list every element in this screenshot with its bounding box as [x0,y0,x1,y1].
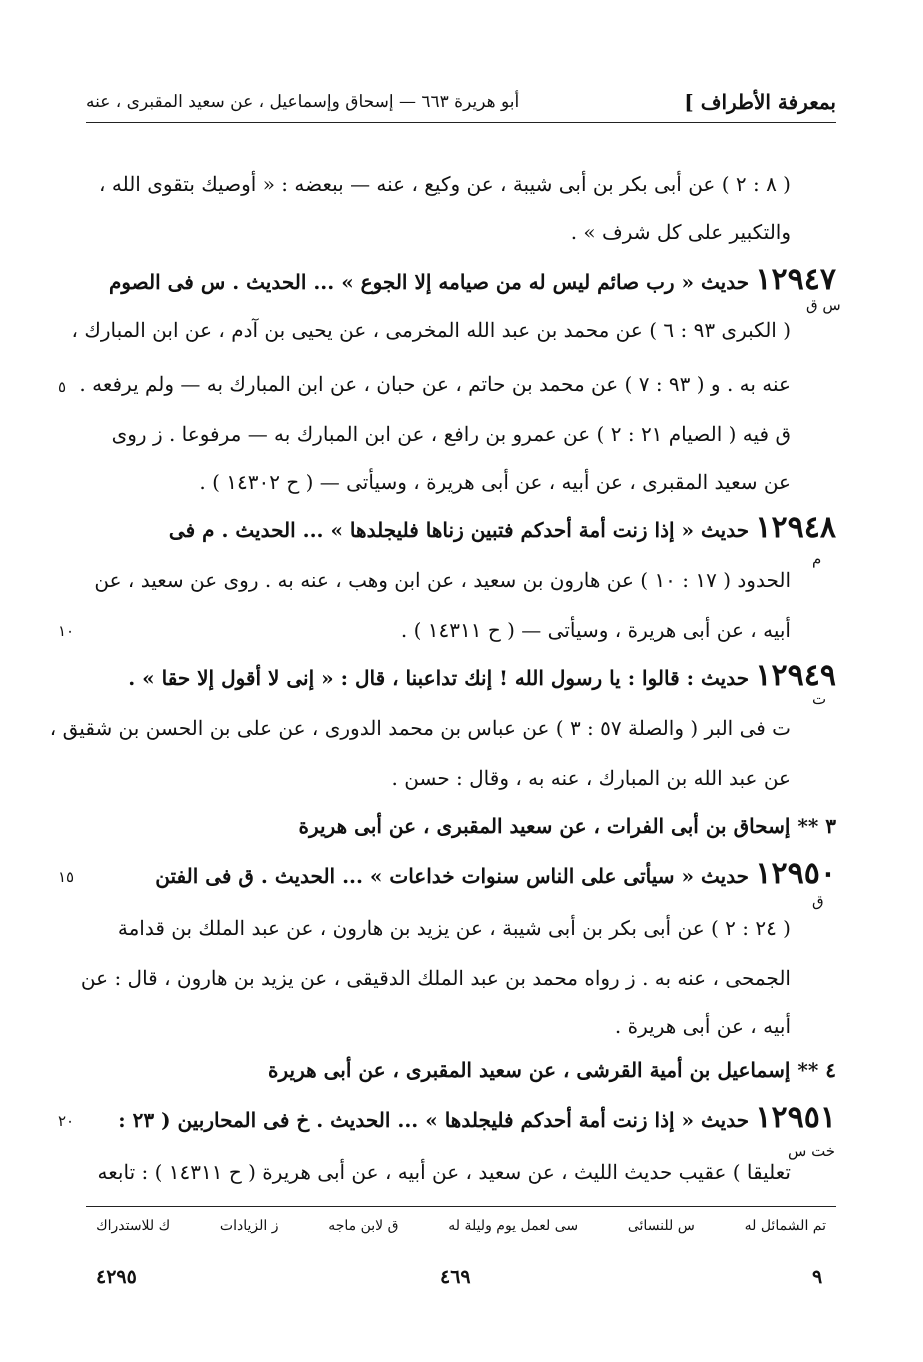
legend-item: س للنسائى [627,1218,695,1234]
hadith-12950 [86,856,836,891]
legend-item: ق لابن ماجه [328,1218,399,1234]
text-line: عن سعيد المقبرى ، عن أبيه ، عن أبى هريرة ، وسيأتى — ( ح ١٤٣٠٢ ) . [199,470,791,494]
text-line: عن عبد الله بن المبارك ، عنه به ، وقال : حسن . [391,766,791,790]
text-line: الحدود ( ١٧ : ١٠ ) عن هارون بن سعيد ، عن ابن وهب ، عنه به . روى عن سعيد ، عن [94,568,791,592]
text-line: ( ٨ : ٢ ) عن أبى بكر بن أبى شيبة ، عن وكيع ، عنه — ببعضه : « أوصيك بتقوى الله ، [99,172,791,196]
section-heading: ٣ ** إسحاق بن أبى الفرات ، عن سعيد المقبرى ، عن أبى هريرة [298,814,836,838]
hadith-number: ١٢٩٤٨ [755,510,836,545]
footer-legend [96,1218,826,1234]
hadith-number: ١٢٩٤٧ [755,262,836,297]
line-number: ٢٠ [58,1112,75,1130]
line-number: ١٠ [58,622,75,640]
text-line: أبيه ، عن أبى هريرة . [614,1014,791,1038]
text-line: تعليقا ) عقيب حديث الليث ، عن سعيد ، عن أبيه ، عن أبى هريرة ( ح ١٤٣١١ ) : تابعه [97,1160,791,1184]
hadith-text: حديث « إذا زنت أمة أحدكم فتبين زناها فليجلدها » ... الحديث . م فى [168,518,750,542]
text-line: ق فيه ( الصيام ٢١ : ٢ ) عن عمرو بن رافع ، عن ابن المبارك به — مرفوعا . ز روى [111,422,791,446]
page-number-left: ٤٢٩٥ [96,1266,137,1288]
page-number-center: ٤٦٩ [440,1266,471,1288]
margin-mark: خت س [788,1142,836,1160]
footer-rule [86,1206,836,1207]
hadith-text: حديث « إذا زنت أمة أحدكم فليجلدها » ... الحديث . خ فى المحاربين ( ٢٣ : [118,1108,750,1132]
hadith-12951 [86,1100,836,1135]
hadith-12948 [86,510,836,545]
hadith-number: ١٢٩٤٩ [755,658,836,693]
margin-mark: ت [812,690,827,708]
margin-mark: م [812,550,822,568]
legend-item: سى لعمل يوم وليلة له [448,1218,579,1234]
hadith-text: حديث « سيأتى على الناس سنوات خداعات » ... الحديث . ق فى الفتن [155,864,750,888]
hadith-number: ١٢٩٥١ [755,1100,836,1135]
text-line: ( الكبرى ٩٣ : ٦ ) عن محمد بن عبد الله المخرمى ، عن يحيى بن آدم ، عن ابن المبارك ، [71,318,791,342]
section-heading: ٤ ** إسماعيل بن أمية القرشى ، عن سعيد المقبرى ، عن أبى هريرة [268,1058,836,1082]
running-header [86,84,836,120]
text-line: عنه به . و ( ٩٣ : ٧ ) عن محمد بن حاتم ، عن حبان ، عن ابن المبارك به — ولم يرفعه . [79,372,791,396]
text-line: ت فى البر ( والصلة ٥٧ : ٣ ) عن عباس بن محمد الدورى ، عن على بن الحسن بن شقيق ، [49,716,791,740]
hadith-text: حديث « رب صائم ليس له من صيامه إلا الجوع » ... الحديث . س فى الصوم [108,270,750,294]
legend-item: ز الزيادات [219,1218,279,1234]
page-number-right: ٩ [812,1266,823,1288]
text-line: أبيه ، عن أبى هريرة ، وسيأتى — ( ح ١٤٣١١ ) . [400,618,791,642]
line-number: ١٥ [58,868,75,886]
margin-mark: س ق [806,296,841,314]
hadith-12949 [86,658,836,693]
text-line: الجمحى ، عنه به . ز رواه محمد بن عبد الملك الدقيقى ، عن يزيد بن هارون ، قال : عن [80,966,791,990]
legend-item: ك للاستدراك [96,1218,171,1234]
header-left: أبو هريرة ٦٦٣ — إسحاق وإسماعيل ، عن سعيد المقبرى ، عنه [86,92,520,112]
header-rule [86,122,836,123]
line-number: ٥ [58,378,67,396]
margin-mark: ق [812,892,824,910]
header-right: بمعرفة الأطراف ] [684,90,836,114]
hadith-text: حديث : قالوا : يا رسول الله ! إنك تداعبنا ، قال : « إنى لا أقول إلا حقا » . [128,666,750,690]
legend-item: تم الشمائل له [744,1218,826,1234]
text-line: ( ٢٤ : ٢ ) عن أبى بكر بن أبى شيبة ، عن يزيد بن هارون ، عن عبد الملك بن قدامة [117,916,791,940]
hadith-number: ١٢٩٥٠ [755,856,836,891]
text-line: والتكبير على كل شرف » . [570,220,791,244]
hadith-12947 [86,262,836,297]
